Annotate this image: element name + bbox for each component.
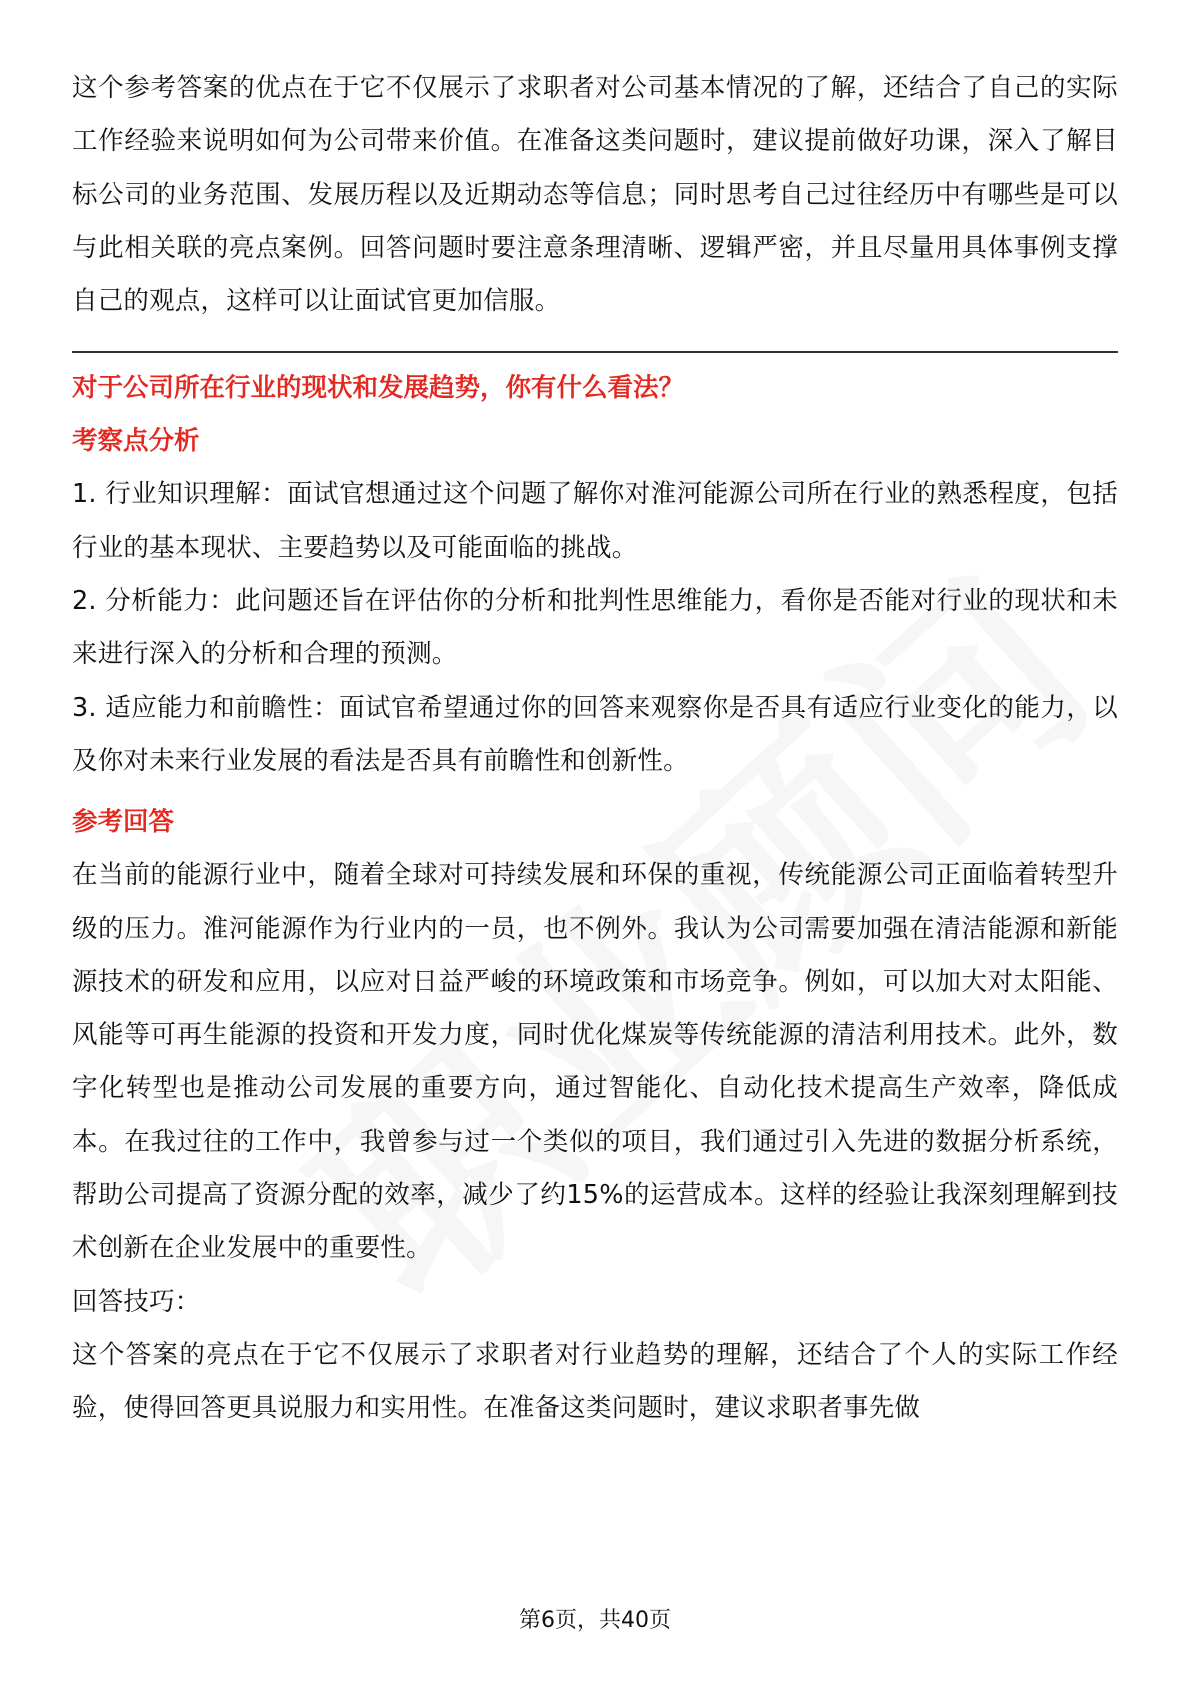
intro-paragraph: 这个参考答案的优点在于它不仅展示了求职者对公司基本情况的了解，还结合了自己的实际工作经验来说明如何为公司带来价值。在准备这类问题时，建议提前做好功课，深入了解目标公司的业务范围、发展历程以及近期动态等信息；同时思考自己过往经历中有哪些是可以与此相关联的亮点案例。回答问题时要注意条理清晰、逻辑严密，并且尽量用具体事例支撑自己的观点，这样可以让面试官更加信服。 [72,73,1118,317]
answer-paragraph: 在当前的能源行业中，随着全球对可持续发展和环保的重视，传统能源公司正面临着转型升级的压力。淮河能源作为行业内的一员，也不例外。我认为公司需要加强在清洁能源和新能源技术的研发和应用，以应对日益严峻的环境政策和市场竞争。例如，可以加大对太阳能、风能等可再生能源的投资和开发力度，同时优化煤炭等传统能源的清洁利用技术。此外，数字化转型也是推动公司发展的重要方向，通过智能化、自动化技术提高生产效率，降低成本。在我过往的工作中，我曾参与过一个类似的项目，我们通过引入先进的数据分析系统，帮助公司提高了资源分配的效率，减少了约15%的运营成本。这样的经验让我深刻理解到技术创新在企业发展中的重要性。 [72,860,1118,1264]
page-number: 第6页，共40页 [519,1608,671,1633]
section-divider [72,351,1118,353]
analysis-list [72,468,1118,788]
document-page [72,62,1118,1436]
analysis-item: 3. 适应能力和前瞻性：面试官希望通过你的回答来观察你是否具有适应行业变化的能力，以及你对未来行业发展的看法是否具有前瞻性和创新性。 [72,692,1118,776]
analysis-heading: 考察点分析 [72,426,200,457]
tips-paragraph: 这个答案的亮点在于它不仅展示了求职者对行业趋势的理解，还结合了个人的实际工作经验，使得回答更具说服力和实用性。在准备这类问题时，建议求职者事先做 [72,1339,1118,1424]
tips-heading: 回答技巧： [72,1286,201,1317]
question-title: 对于公司所在行业的现状和发展趋势，你有什么看法？ [72,373,685,404]
answer-heading: 参考回答 [72,807,175,838]
analysis-item: 1. 行业知识理解：面试官想通过这个问题了解你对淮河能源公司所在行业的熟悉程度，包括行业的基本现状、主要趋势以及可能面临的挑战。 [72,479,1118,563]
analysis-item: 2. 分析能力：此问题还旨在评估你的分析和批判性思维能力，看你是否能对行业的现状和未来进行深入的分析和合理的预测。 [72,586,1118,670]
